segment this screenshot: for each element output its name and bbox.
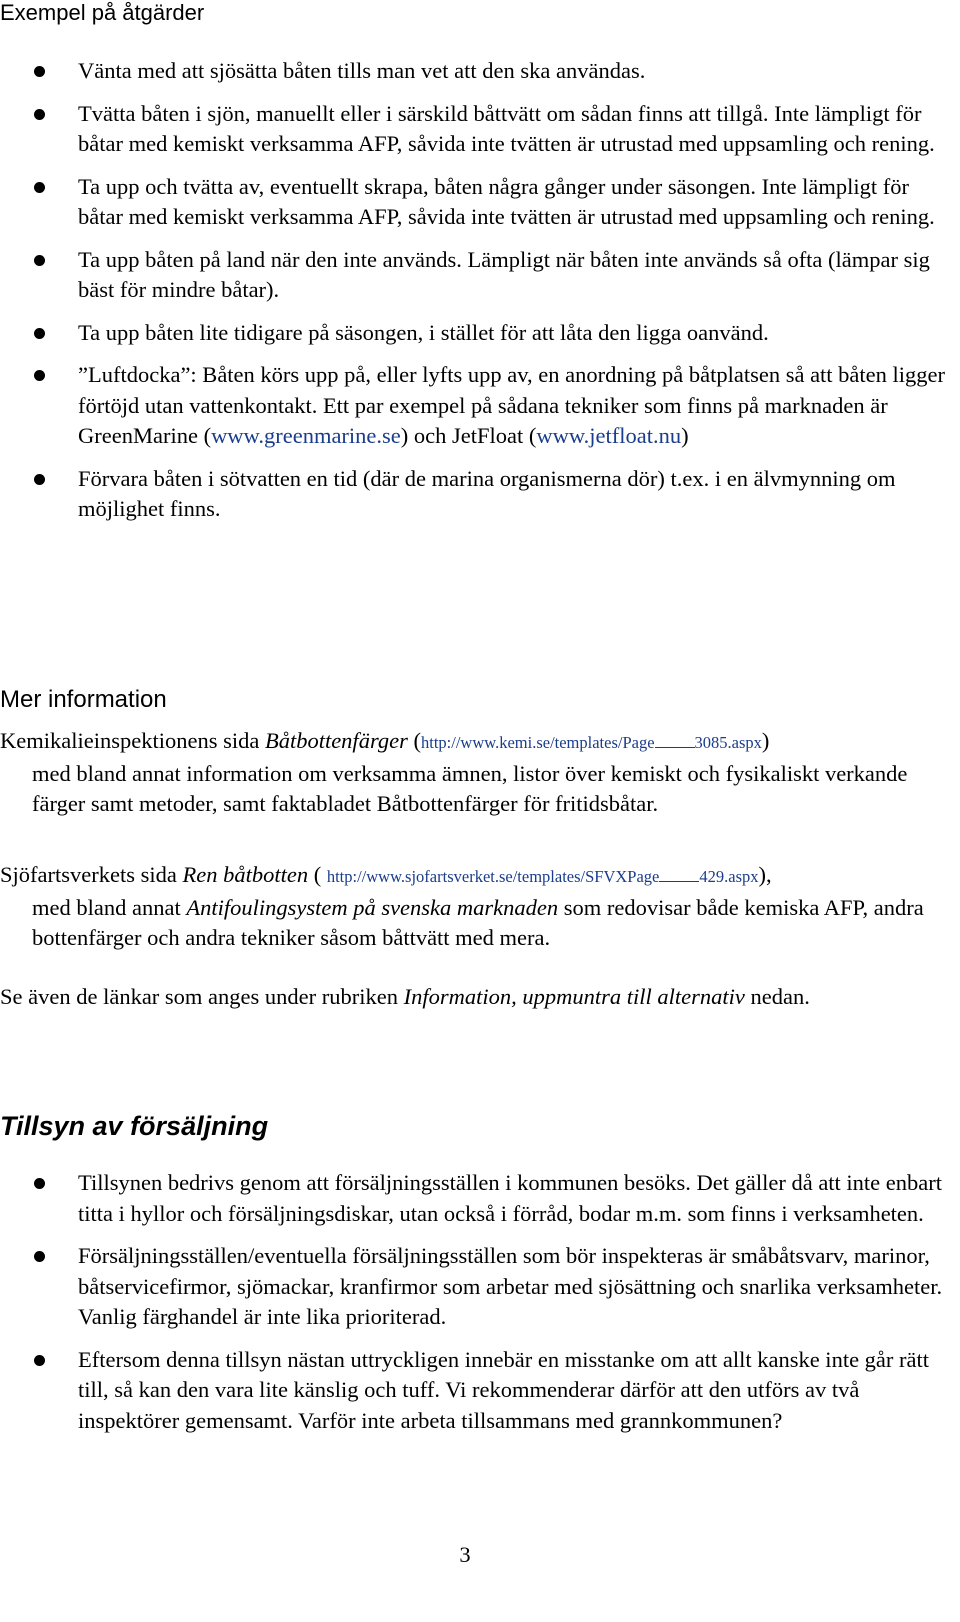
section-heading-tillsyn: Tillsyn av försäljning xyxy=(0,1111,269,1141)
list-item-text: Ta upp båten på land när den inte används. Lämpligt när båten inte används så ofta (lämpar sig bäst för mindre båtar). xyxy=(78,246,930,302)
reference-paren: ), xyxy=(758,862,772,887)
bullet-icon xyxy=(34,1355,45,1366)
kemi-url-link[interactable] xyxy=(421,733,762,752)
section-heading-exempel: Exempel på åtgärder xyxy=(0,0,205,25)
reference-paren: ( xyxy=(407,728,421,753)
see-also-paragraph xyxy=(0,982,900,1013)
sjofartsverket-url-link[interactable] xyxy=(327,867,759,886)
measures-list xyxy=(0,56,960,537)
list-item xyxy=(0,360,948,452)
list-item xyxy=(0,464,948,525)
reference-first-line xyxy=(0,726,930,759)
tillsyn-list xyxy=(0,1168,960,1448)
bullet-icon xyxy=(34,182,45,193)
list-item-text: Förvara båten i sötvatten en tid (där de marina organismerna dör) t.ex. i en älvmynning om möjlighet finns. xyxy=(78,465,896,521)
bullet-icon xyxy=(34,109,45,120)
list-item xyxy=(0,56,948,87)
bullet-icon xyxy=(34,328,45,339)
page-number: 3 xyxy=(459,1542,471,1567)
list-item-text: ”Luftdocka”: Båten körs upp på, eller lyfts upp av, en anordning på båtplatsen så att båten ligger förtöjd utan vattenkontakt. Ett par exempel på sådana tekniker som finns på marknaden är GreenMarine ( xyxy=(78,362,946,448)
list-item-text: Ta upp båten lite tidigare på säsongen, i stället för att låta den ligga oanvänd. xyxy=(78,319,769,345)
reference-paren: ( xyxy=(308,862,327,887)
list-item-text: Försäljningsställen/eventuella försäljningsställen som bör inspekteras är småbåtsvarv, marinor, båtservicefirmor, sjömackar, kranfirmor som arbetar med sjösättning och snarlika verksamheter. Vanlig färghandel är inte lika prioriterad. xyxy=(78,1243,943,1329)
list-item xyxy=(0,99,948,160)
list-item-text: Eftersom denna tillsyn nästan uttryckligen innebär en misstanke om att allt kanske inte går rätt till, så kan den vara lite känslig och tuff. Vi rekommenderar därför att den utförs av två inspektörer gemensamt. Varför inte arbeta tillsammans med grannkommunen? xyxy=(78,1346,930,1433)
url-part: http://www.kemi.se/templates/Page xyxy=(420,733,655,752)
section-heading-mer-information: Mer information xyxy=(0,686,167,713)
list-item xyxy=(0,245,948,306)
reference-sjofartsverket xyxy=(0,860,930,954)
list-item xyxy=(0,172,948,233)
reference-italic-title: Antifoulingsystem på svenska marknaden xyxy=(186,894,559,920)
bullet-icon xyxy=(34,474,45,485)
paragraph-italic: Information, uppmuntra till alternativ xyxy=(403,984,745,1009)
reference-prefix: Sjöfartsverkets sida xyxy=(0,862,183,887)
list-item xyxy=(0,318,948,349)
url-underscore xyxy=(655,733,695,748)
list-item xyxy=(0,1345,948,1437)
reference-paren: ) xyxy=(761,728,770,753)
paragraph-text: Se även de länkar som anges under rubriken xyxy=(0,984,404,1009)
url-part: 429.aspx xyxy=(699,867,759,886)
reference-first-line xyxy=(0,860,930,893)
list-item-text: Vänta med att sjösätta båten tills man vet att den ska användas. xyxy=(78,58,646,83)
reference-kemi xyxy=(0,726,930,820)
list-item-text: Tillsynen bedrivs genom att försäljningsställen i kommunen besöks. Det gäller då att inte enbart titta i hyllor och försäljningsdiskar, utan också i förråd, bodar m.m. som finns i verksamheten. xyxy=(78,1170,943,1226)
reference-title: Båtbottenfärger xyxy=(264,728,408,753)
bullet-icon xyxy=(34,1251,45,1262)
bullet-icon xyxy=(34,370,45,381)
bullet-icon xyxy=(34,1178,45,1189)
reference-description: med bland annat information om verksamma ämnen, listor över kemiskt och fysikaliskt verkande färger samt metoder, samt faktabladet Båtbottenfärger för fritidsbåtar. xyxy=(32,760,908,816)
reference-description xyxy=(0,893,930,954)
list-item xyxy=(0,1241,948,1333)
paragraph-text: nedan. xyxy=(744,984,810,1009)
reference-title: Ren båtbotten xyxy=(182,862,309,887)
url-part: 3085.aspx xyxy=(694,733,762,752)
reference-text: som redovisar både kemiska AFP, andra bottenfärger och andra tekniker såsom båttvätt med mera. xyxy=(32,894,924,950)
reference-prefix: Kemikalieinspektionens sida xyxy=(0,728,265,753)
list-item-text: Tvätta båten i sjön, manuellt eller i särskild båttvätt om sådan finns att tillgå. Inte lämpligt för båtar med kemiskt verksamma AFP, såvida inte tvätten är utrustad med uppsamling och rening. xyxy=(78,100,935,156)
list-item-text: Ta upp och tvätta av, eventuellt skrapa, båten några gånger under säsongen. Inte lämpligt för båtar med kemiskt verksamma AFP, såvida inte tvätten är utrustad med uppsamling och rening. xyxy=(78,173,935,229)
list-item-text: ) och JetFloat ( xyxy=(400,423,537,448)
list-item xyxy=(0,1168,948,1229)
bullet-icon xyxy=(34,255,45,266)
jetfloat-link[interactable]: www.jetfloat.nu xyxy=(536,423,682,448)
url-part: http://www.sjofartsverket.se/templates/SFVXPage xyxy=(326,867,660,886)
url-underscore xyxy=(659,867,699,882)
list-item-text: ) xyxy=(681,423,689,448)
reference-text: med bland annat xyxy=(32,894,187,920)
greenmarine-link[interactable]: www.greenmarine.se xyxy=(211,423,401,448)
bullet-icon xyxy=(34,66,45,77)
